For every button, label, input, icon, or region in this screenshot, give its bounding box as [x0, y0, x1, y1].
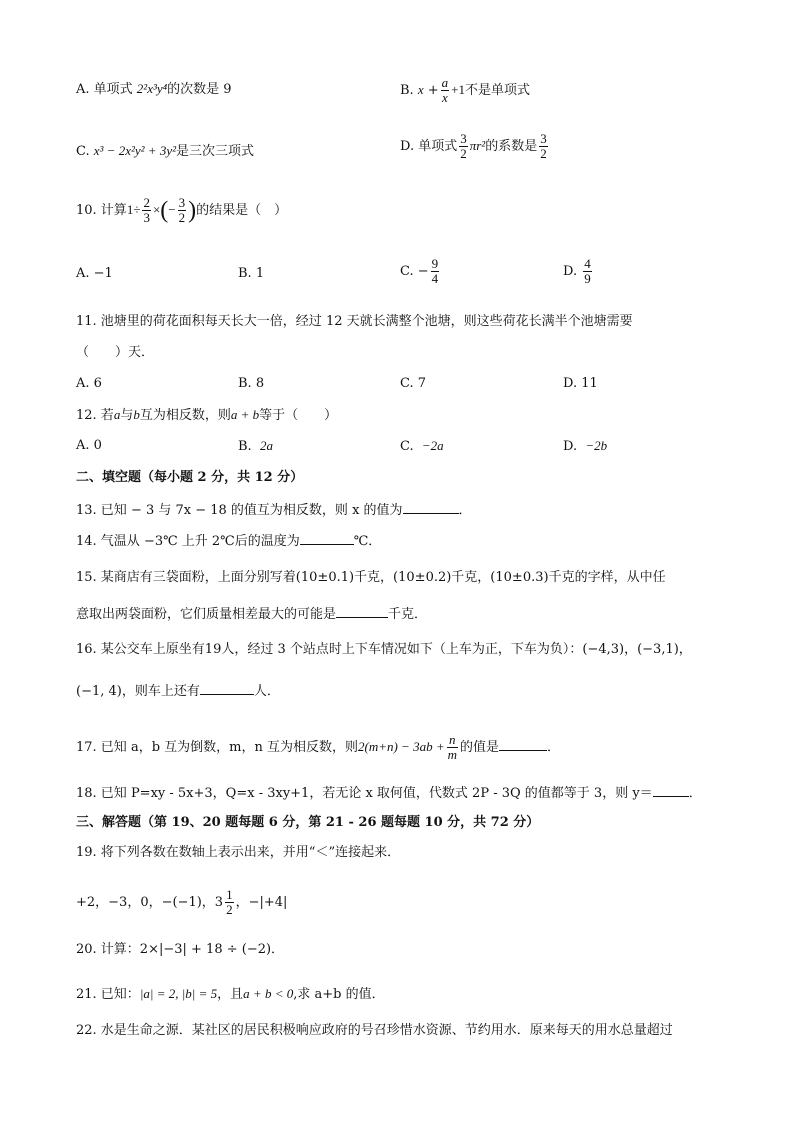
q15-text: 意取出两袋面粉，它们质量相差最大的可能是 — [76, 607, 337, 622]
q10-d-num: 4 — [584, 256, 591, 271]
q10-c-den: 4 — [431, 271, 439, 286]
q9-b-label: B. — [400, 83, 414, 98]
q9-d-text: 的系数是 — [485, 139, 538, 154]
q12-d-label: D. — [563, 439, 578, 454]
q9-b-frac-den: x — [442, 90, 448, 105]
q19-numbers-start: +2，−3，0，−(−1)，3 — [76, 895, 224, 910]
q21-expression: |a| = 2, |b| = 5 — [139, 986, 218, 1001]
q9-option-d — [400, 132, 550, 161]
q19-mixed-fraction — [225, 888, 234, 917]
q16-stem-line1: 16. 某公交车上原坐有19人，经过 3 个站点时上下车情况如下（上车为正，下车为负）：(−4,3)，(−3,1)， — [76, 642, 692, 657]
q16-end: 人． — [253, 684, 280, 699]
q12-b-expr: 2a — [259, 438, 273, 453]
section-2-heading: 二、填空题（每小题 2 分，共 12 分） — [76, 470, 304, 485]
q19-numbers-end: ，−|+4| — [235, 895, 288, 910]
q9-c-text: 是三次三项式 — [175, 144, 254, 159]
q10-fraction-2 — [178, 196, 187, 225]
q12-label: 12. 若 — [76, 408, 114, 423]
q17-frac-den: m — [447, 747, 457, 762]
q18-stem — [76, 782, 702, 804]
q16-answer-blank[interactable] — [200, 680, 254, 695]
q9-a-text: 的次数是 9 — [167, 82, 232, 97]
q10-f1-num: 2 — [143, 195, 150, 210]
q20-stem: 20. 计算：2×|−3| + 18 ÷ (−2)． — [76, 942, 285, 957]
q9-option-b: B. x + $\frac{a}{x}$ +1不是单项式 — [400, 75, 530, 105]
q11-option-b: B. 8 — [238, 376, 265, 391]
q17-end: ． — [547, 740, 561, 755]
q12-option-d — [563, 436, 607, 457]
q11-option-a: A. 6 — [76, 376, 102, 391]
q10-c-num: 9 — [431, 256, 439, 271]
q12-and: 与 — [120, 408, 134, 423]
q13-stem — [76, 499, 472, 521]
q13-end: ． — [458, 503, 472, 518]
q13-answer-blank[interactable] — [403, 499, 459, 514]
q12-var-a: a — [113, 407, 121, 422]
q9-d-frac-num: 3 — [460, 131, 467, 146]
q16-text: (−1, 4)，则车上还有 — [76, 684, 200, 699]
q9-d-label: D. 单项式 — [400, 139, 458, 154]
q21-text: 21. 已知： — [76, 987, 140, 1002]
q9-d-coef-num: 3 — [540, 131, 547, 146]
q10-c-fraction — [431, 257, 440, 286]
q19-frac-den: 2 — [226, 902, 233, 917]
q9-d-coef-fraction — [539, 132, 548, 161]
q9-d-expression: πr² — [469, 138, 486, 153]
q10-option-c — [400, 257, 441, 286]
q9-c-expression: x³ − 2x²y² + 3y² — [93, 143, 176, 158]
q10-option-a: A. −1 — [76, 266, 113, 281]
q9-d-coef-den: 2 — [540, 146, 547, 161]
q15-stem-line1: 15. 某商店有三袋面粉，上面分别写着(10±0.1)千克，(10±0.2)千克，(10±0.3)千克的字样，从中任 — [76, 570, 666, 585]
q9-b-fraction — [441, 76, 450, 105]
q21-condition: a + b < 0 — [243, 986, 294, 1001]
q10-text: 的结果是（ ） — [196, 203, 288, 218]
q10-paren-left: ( — [160, 197, 169, 224]
q17-expression: 2(m+n) − 3ab + — [357, 739, 445, 754]
q9-d-frac-den: 2 — [460, 146, 467, 161]
q17-stem — [76, 733, 560, 762]
q10-option-d — [563, 257, 594, 286]
q15-answer-blank[interactable] — [336, 603, 388, 618]
q10-f2-den: 2 — [178, 210, 186, 225]
q14-text: 14. 气温从 −3℃ 上升 2℃后的温度为 — [76, 534, 300, 549]
q9-d-fraction — [459, 132, 468, 161]
q10-d-fraction — [583, 257, 592, 286]
q12-var-b: b — [133, 407, 140, 422]
q18-answer-blank[interactable] — [653, 782, 689, 797]
q17-fraction — [447, 733, 458, 762]
q12-c-label: C. — [400, 439, 414, 454]
q17-frac-num: n — [447, 733, 458, 748]
q17-answer-blank[interactable] — [499, 736, 547, 751]
q12-option-c — [400, 436, 444, 457]
q10-f2-num: 3 — [178, 195, 186, 210]
q11-stem-line2: （ ）天． — [76, 345, 155, 360]
q10-expr-start: 1÷ — [126, 202, 141, 217]
q14-answer-blank[interactable] — [300, 530, 354, 545]
q13-text: 13. 已知 − 3 与 7x − 18 的值互为相反数，则 x 的值为 — [76, 503, 403, 518]
q12-stem — [76, 405, 337, 426]
q10-c-label: C. − — [400, 264, 429, 279]
q9-b-plus-one: +1 — [451, 82, 465, 97]
q10-times: × — [152, 202, 161, 217]
q16-stem-line2 — [76, 680, 280, 702]
q12-b-label: B. — [238, 439, 252, 454]
q12-c-expr: −2a — [421, 438, 444, 453]
q10-neg: − — [168, 202, 176, 217]
q21-end: ,求 a+b 的值． — [293, 987, 385, 1002]
q22-stem: 22. 水是生命之源．某社区的居民积极响应政府的号召珍惜水资源、节约用水．原来每天的用水总量超过 — [76, 1023, 673, 1038]
q9-c-label: C. — [76, 144, 90, 159]
q18-end: ． — [688, 786, 702, 801]
q9-option-a — [76, 79, 232, 100]
q9-option-c — [76, 141, 254, 162]
q9-a-label: A. 单项式 — [76, 82, 133, 97]
q10-fraction-1 — [142, 196, 151, 225]
q21-text-mid: ，且 — [217, 987, 244, 1002]
q17-text: 17. 已知 a，b 互为倒数，m，n 互为相反数，则 — [76, 740, 358, 755]
section-3-heading: 三、解答题（第 19、20 题每题 6 分，第 21 - 26 题每题 10 分，共 72 分） — [76, 815, 540, 830]
q10-label: 10. 计算 — [76, 203, 127, 218]
q19-stem: 19. 将下列各数在数轴上表示出来，并用“＜”连接起来． — [76, 845, 401, 860]
q11-option-d: D. 11 — [563, 376, 598, 391]
q10-stem — [76, 196, 287, 225]
q12-option-b — [238, 436, 273, 457]
q10-paren-right: ) — [188, 197, 197, 224]
q12-text-end: 等于（ ） — [259, 408, 338, 423]
q18-text: 18. 已知 P=xy - 5x+3，Q=x - 3xy+1，若无论 x 取何值，代数式 2P - 3Q 的值都等于 3，则 y＝ — [76, 786, 653, 801]
q9-b-text: 不是单项式 — [464, 83, 530, 98]
q14-end: ℃． — [353, 534, 382, 549]
q21-stem — [76, 984, 385, 1005]
q11-stem-line1: 11. 池塘里的荷花面积每天长大一倍，经过 12 天就长满整个池塘，则这些荷花长满半个池塘需要 — [76, 314, 633, 329]
q9-b-frac-num: a — [441, 75, 449, 90]
q9-a-expression: 2²x³y⁴ — [136, 81, 168, 96]
q19-frac-num: 1 — [226, 887, 233, 902]
q11-option-c: C. 7 — [400, 376, 427, 391]
q12-d-expr: −2b — [585, 438, 608, 453]
q12-text: 互为相反数，则 — [139, 408, 231, 423]
q17-text-mid: 的值是 — [460, 740, 500, 755]
q12-expression: a + b — [230, 407, 260, 422]
q10-option-b: B. 1 — [238, 266, 265, 281]
q12-option-a: A. 0 — [76, 438, 102, 453]
q10-d-label: D. — [563, 264, 578, 279]
q14-stem — [76, 530, 381, 552]
q15-stem-line2 — [76, 603, 427, 625]
q19-numbers — [76, 888, 287, 917]
q10-f1-den: 3 — [143, 210, 150, 225]
q10-d-den: 9 — [584, 271, 591, 286]
q9-b-var: x — [417, 82, 424, 97]
q15-end: 千克． — [388, 607, 428, 622]
